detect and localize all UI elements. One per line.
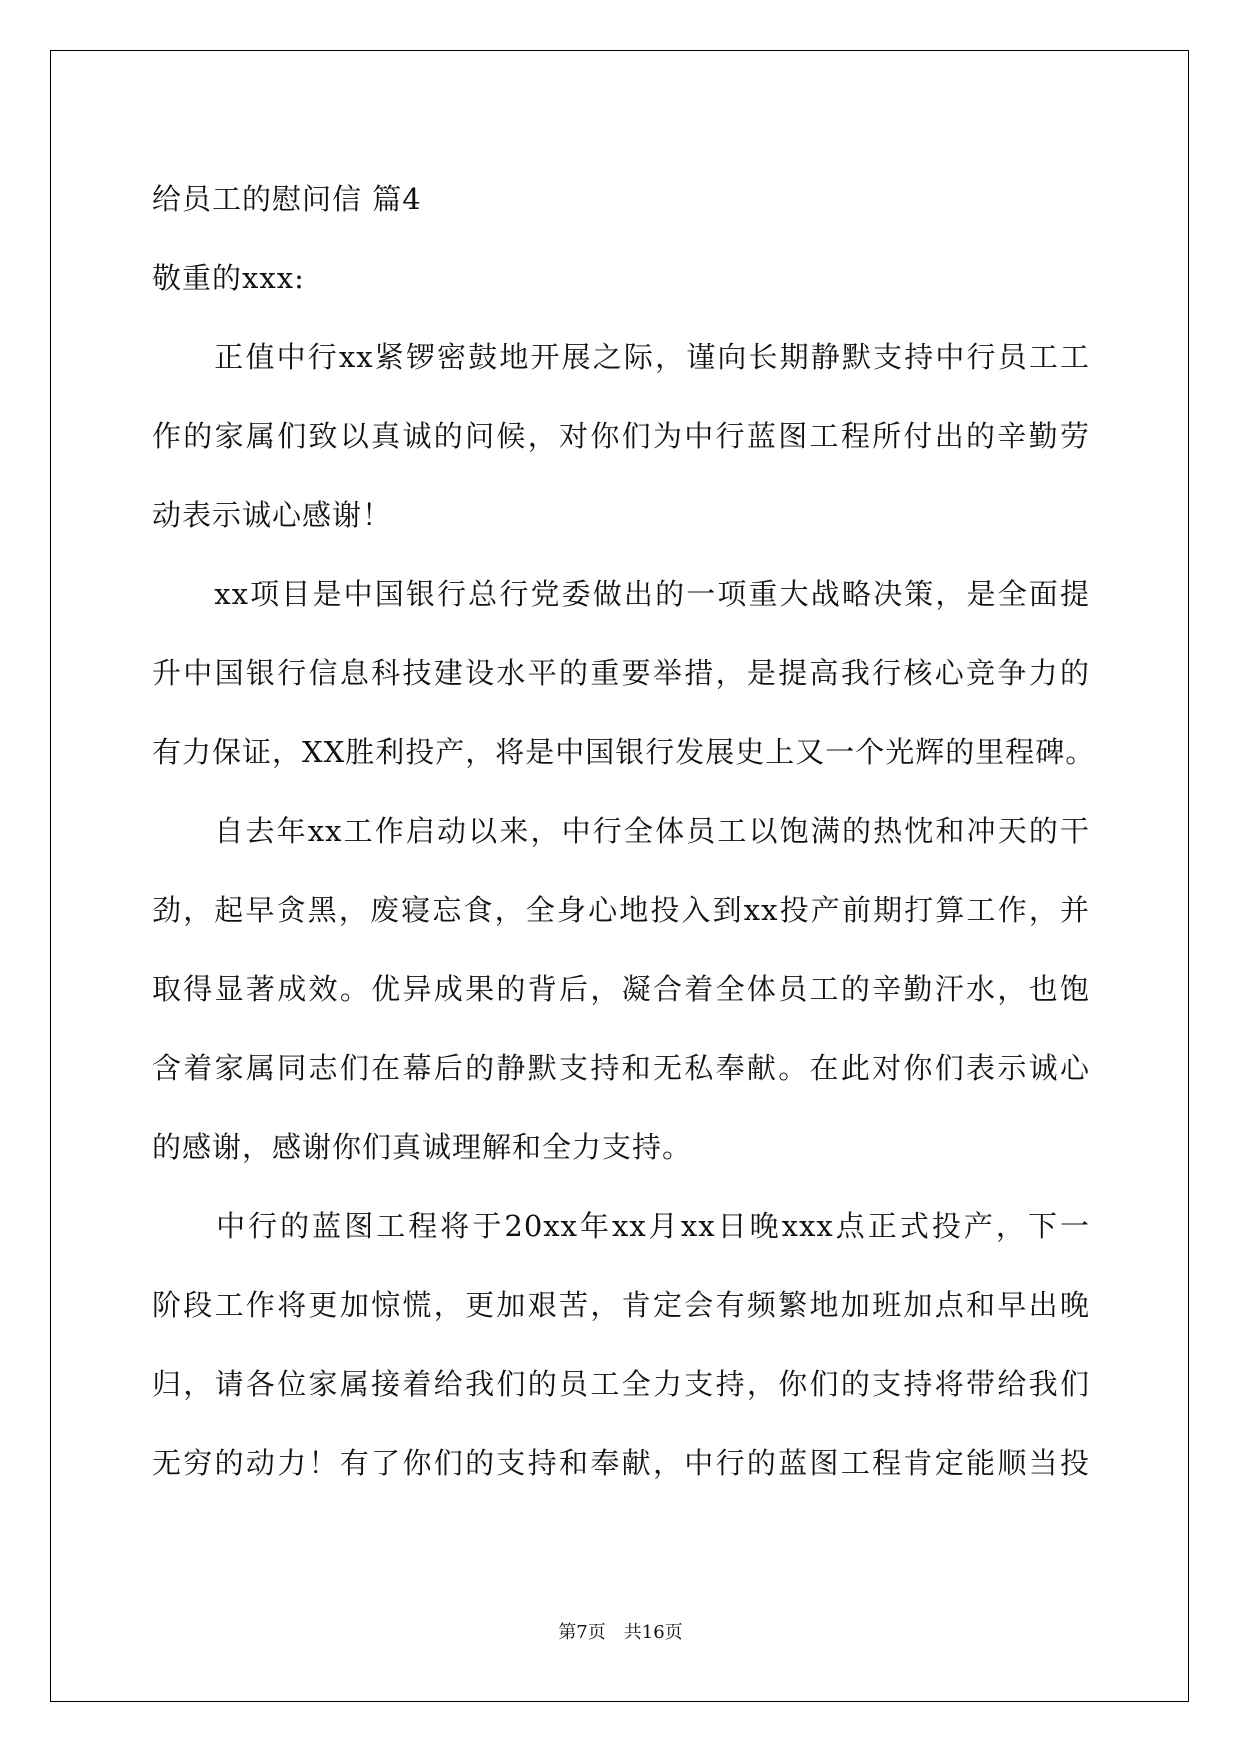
text-line: 含着家属同志们在幕后的静默支持和无私奉献。在此对你们表示诚心 [152,1051,1090,1085]
page-number: 第7页 共16页 [558,1622,683,1643]
letter-body [152,160,1096,1503]
text-line: xx项目是中国银行总行党委做出的一项重大战略决策，是全面提 [152,577,1090,611]
salutation: 敬重的xxx: [152,261,305,295]
text-line: 阶段工作将更加惊慌，更加艰苦，肯定会有频繁地加班加点和早出晚 [152,1288,1090,1322]
text-line: 作的家属们致以真诚的问候，对你们为中行蓝图工程所付出的辛勤劳 [152,419,1090,453]
text-line: 无穷的动力！有了你们的支持和奉献，中行的蓝图工程肯定能顺当投 [152,1446,1090,1480]
text-line: 升中国银行信息科技建设水平的重要举措，是提高我行核心竞争力的 [152,656,1090,690]
text-line: 动表示诚心感谢！ [152,498,393,532]
text-line: 有力保证，XX胜利投产，将是中国银行发展史上又一个光辉的里程碑。 [152,735,1096,769]
text-line: 劲，起早贪黑，废寝忘食，全身心地投入到xx投产前期打算工作，并 [152,893,1090,927]
text-line: 归，请各位家属接着给我们的员工全力支持，你们的支持将带给我们 [152,1367,1090,1401]
text-line: 取得显著成效。优异成果的背后，凝合着全体员工的辛勤汗水，也饱 [152,972,1090,1006]
text-line: 的感谢，感谢你们真诚理解和全力支持。 [152,1130,693,1164]
text-line: 正值中行xx紧锣密鼓地开展之际，谨向长期静默支持中行员工工 [152,340,1090,374]
text-line: 自去年xx工作启动以来，中行全体员工以饱满的热忱和冲天的干 [152,814,1090,848]
text-line: 中行的蓝图工程将于20xx年xx月xx日晚xxx点正式投产，下一 [152,1209,1090,1243]
letter-title: 给员工的慰问信 篇4 [152,182,422,216]
